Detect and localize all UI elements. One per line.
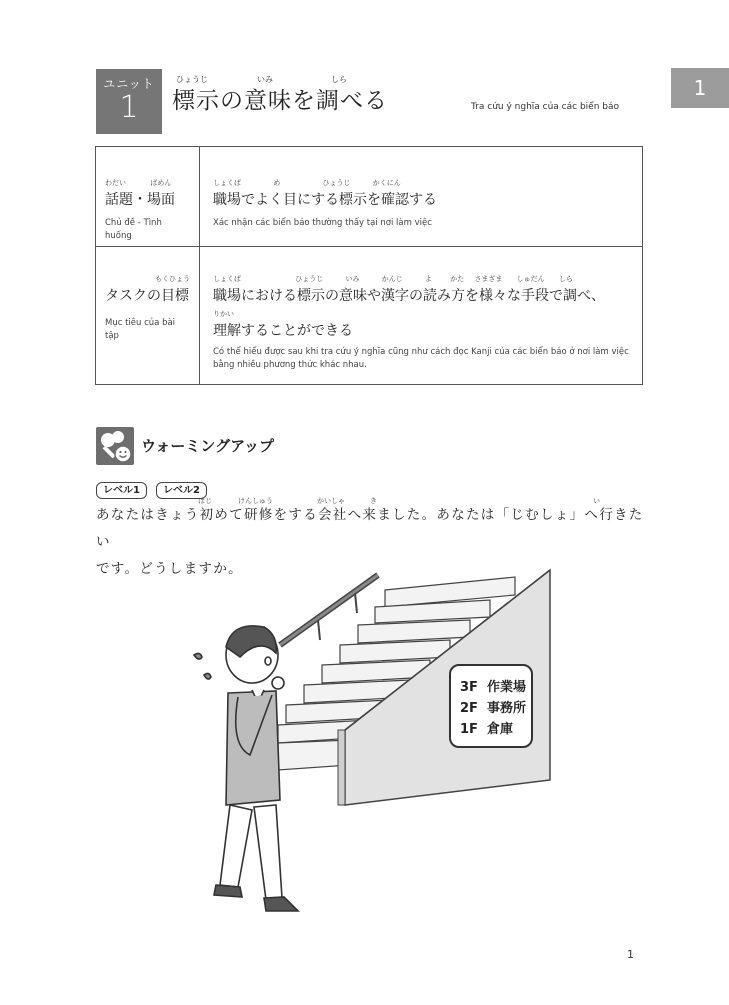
topic-label-cell xyxy=(96,147,200,247)
sign-name-1: 倉庫 xyxy=(487,722,514,737)
goal-content-jp-2: 理解することができる xyxy=(213,323,353,339)
goal-label-cell xyxy=(96,247,200,385)
topic-ruby xyxy=(105,178,190,189)
topic-label-jp: 話題・場面 xyxy=(105,192,175,208)
unit-number: 1 xyxy=(119,90,139,125)
warmup-text-line-2: です。どうしますか。 xyxy=(96,561,243,577)
level-tags xyxy=(96,478,211,499)
topic-content-vi: Xác nhận các biển báo thường thấy tại nơi làm việc xyxy=(213,218,432,228)
body-ruby-4: き xyxy=(370,497,377,505)
warmup-smile-icon xyxy=(96,427,134,465)
sign-floor-1: 1F xyxy=(460,722,478,737)
ruby-me: め xyxy=(273,179,281,187)
chapter-tab: 1 xyxy=(671,68,729,108)
sign-name-2: 事務所 xyxy=(487,701,527,716)
title-ruby-3: しら xyxy=(331,75,347,84)
topic-content-jp: 職場でよく目にする標示を確認する xyxy=(213,192,437,208)
ruby-1: しょくば xyxy=(213,275,241,283)
warmup-text-line-1: あなたはきょう初めて研修をする会社へ来ました。あなたは「じむしょ」へ行きたい xyxy=(96,507,644,550)
ruby-rikai: りかい xyxy=(213,310,234,318)
ruby-5: よ xyxy=(424,275,432,283)
ruby-6: かた xyxy=(450,275,465,283)
ruby-kakunin: かくにん xyxy=(372,179,401,187)
ruby-3: いみ xyxy=(345,275,360,283)
ruby-9: しら xyxy=(558,275,573,283)
table-row xyxy=(96,147,643,247)
sign-name-3: 作業場 xyxy=(487,680,527,695)
unit-label: ユニット xyxy=(103,77,155,91)
ruby-bamen: ばめん xyxy=(150,179,172,187)
page-subtitle: Tra cứu ý nghĩa của các biển báo xyxy=(471,102,620,112)
body-ruby-3: かいしゃ xyxy=(317,497,345,505)
ruby-shokuba: しょくば xyxy=(213,179,241,187)
ruby-hyouji: ひょうじ xyxy=(322,179,351,187)
sign-floor-3: 3F xyxy=(460,680,478,695)
goal-content-vi: Có thể hiểu được sau khi tra cứu ý nghĩa cũng như cách đọc Kanji của các biển báo ở nơi làm việc bằng nhiều phương thức khác nhau. xyxy=(213,347,629,370)
topic-content-ruby xyxy=(213,178,633,189)
page-number: 1 xyxy=(627,948,634,961)
body-ruby-2: けんしゅう xyxy=(238,497,273,505)
table-row xyxy=(96,247,643,385)
goal-content-cell xyxy=(200,247,643,385)
ruby-2: ひょうじ xyxy=(295,275,324,283)
topic-label-vi: Chủ đề - Tình huống xyxy=(105,218,162,241)
body-ruby-1: はじ xyxy=(198,497,212,505)
goal-content-ruby-1 xyxy=(213,274,633,285)
level-1-tag: レベル1 xyxy=(96,482,147,499)
warmup-title: ウォーミングアップ xyxy=(141,437,275,455)
goal-content-ruby-2 xyxy=(213,309,633,320)
title-ruby-1: ひょうじ xyxy=(176,75,208,84)
ruby-mokuhyou: もくひょう xyxy=(155,275,190,283)
sign-floor-2: 2F xyxy=(460,701,478,716)
goal-label-jp: タスクの目標 xyxy=(105,288,189,304)
staircase-illustration xyxy=(180,565,560,930)
ruby-8: しゅだん xyxy=(516,275,545,283)
ruby-7: さまざま xyxy=(474,275,503,283)
ruby-4: かんじ xyxy=(381,275,403,283)
goal-label-vi: Mục tiêu của bài tập xyxy=(105,318,176,341)
goal-content-jp-1: 職場における標示の意味や漢字の読み方を様々な手段で調べ、 xyxy=(213,288,605,304)
topic-content-cell xyxy=(200,147,643,247)
unit-info-table xyxy=(95,146,643,385)
ruby-wadai: わだい xyxy=(105,179,126,187)
page-title: 標示の意味を調べる xyxy=(172,88,388,114)
level-2-tag: レベル2 xyxy=(156,482,207,499)
goal-ruby xyxy=(105,274,190,285)
body-ruby-5: い xyxy=(593,497,600,505)
title-ruby-2: いみ xyxy=(257,75,273,84)
unit-badge xyxy=(96,69,162,134)
